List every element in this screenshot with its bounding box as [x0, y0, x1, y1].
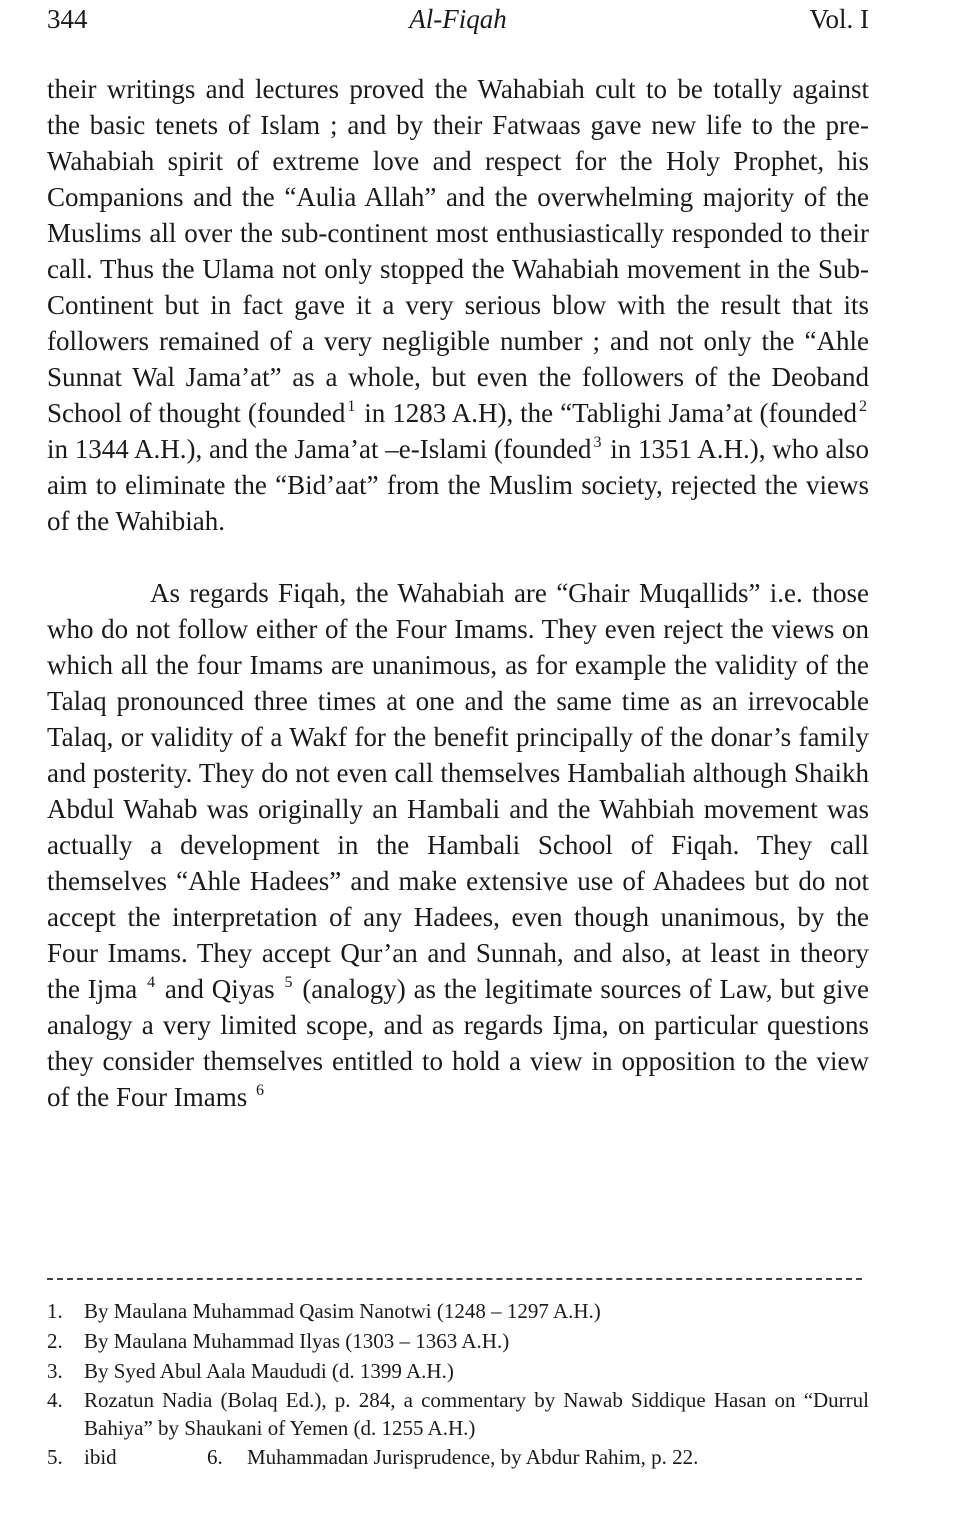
paragraph-2-text-c: (analogy) as the legitimate sources of Law, but give analogy a very limited scope, and as regards Ijma, on particular questions they consider themselves entitled to hold a view in opposition to the view of the Four Imams	[47, 974, 870, 1112]
footnote-number: 4.	[47, 1388, 63, 1412]
footnote-4	[47, 1386, 869, 1442]
footnote-text: Muhammadan Jurisprudence, by Abdur Rahim, p. 22.	[247, 1445, 699, 1469]
paragraph-1-text-b: in 1283 A.H), the “Tablighi Jama’at (founded	[364, 398, 858, 428]
book-page	[47, 0, 869, 1520]
footnote-ref-1: 1	[347, 398, 356, 415]
footnote-text: By Maulana Muhammad Ilyas (1303 – 1363 A.H.)	[84, 1329, 510, 1353]
footnote-number: 5.	[47, 1445, 63, 1469]
footnote-separator	[47, 1278, 862, 1280]
footnote-number: 2.	[47, 1329, 63, 1353]
paragraph-1-text-d: in 1351 A.H.), who also aim to eliminate the “Bid’aat” from the Muslim society, rejected the views of the Wahibiah.	[47, 434, 869, 536]
paragraph-2	[47, 575, 869, 1115]
footnote-ref-3: 3	[593, 434, 602, 451]
paragraph-1-text-a: their writings and lectures proved the Wahabiah cult to be totally against the basic tenets of Islam ; and by their Fatwaas gave new life to the pre-Wahabiah spirit of extreme love and respect for the Holy Prophet, his Companions and the “Aulia Allah” and the overwhelming majority of the Muslims all over the sub-continent most enthusiastically responded to their call. Thus the Ulama not only stopped the Wahabiah movement in the Sub-Continent but in fact gave it a very serious blow with the result that its followers remained of a very negligible number ; and not only the “Ahle Sunnat Wal Jama’at” as a whole, but even the followers of the Deoband School of thought (founded	[47, 74, 869, 428]
paragraph-2-text-b: and Qiyas	[164, 974, 275, 1004]
footnote-text: Rozatun Nadia (Bolaq Ed.), p. 284, a commentary by Nawab Siddique Hasan on “Durrul Bahiya” by Shaukani of Yemen (d. 1255 A.H.)	[84, 1388, 869, 1440]
footnote-text: By Maulana Muhammad Qasim Nanotwi (1248 – 1297 A.H.)	[84, 1299, 601, 1323]
page-number: 344	[47, 4, 88, 34]
footnote-number: 6.	[207, 1445, 223, 1469]
paragraph-1	[47, 71, 869, 539]
footnote-text: By Syed Abul Aala Maududi (d. 1399 A.H.)	[84, 1359, 454, 1383]
footnote-number: 3.	[47, 1359, 63, 1383]
footnote-text: ibid	[84, 1445, 117, 1469]
paragraph-1-text-c: in 1344 A.H.), and the Jama’at –e-Islami (founded	[47, 434, 592, 464]
footnote-ref-6: 6	[255, 1082, 264, 1099]
footnote-ref-5: 5	[284, 974, 293, 991]
footnote-2	[47, 1326, 869, 1356]
paragraph-2-text-a: As regards Fiqah, the Wahabiah are “Ghair Muqallids” i.e. those who do not follow either of the Four Imams. They even reject the views on which all the four Imams are unanimous, as for example the validity of the Talaq pronounced three times at one and the same time as an irrevocable Talaq, or validity of a Wakf for the benefit principally of the donar’s family and posterity. They do not even call themselves Hambaliah although Shaikh Abdul Wahab was originally an Hambali and the Wahbiah movement was actually a development in the Hambali School of Fiqah. They call themselves “Ahle Hadees” and make extensive use of Ahadees but do not accept the interpretation of any Hadees, even though unanimous, by the Four Imams. They accept Qur’an and Sunnah, and also, at least in theory the Ijma	[47, 578, 869, 1004]
volume-label: Vol. I	[809, 4, 869, 34]
footnote-ref-4: 4	[147, 974, 156, 991]
footnote-ref-2: 2	[859, 398, 868, 415]
footnote-1	[47, 1296, 869, 1326]
footnote-5-6-row	[47, 1442, 869, 1472]
body-text	[47, 71, 869, 1115]
footnote-3	[47, 1356, 869, 1386]
footnote-number: 1.	[47, 1299, 63, 1323]
footnote-6	[207, 1442, 698, 1472]
running-header	[47, 4, 869, 40]
book-title: Al-Fiqah	[409, 4, 507, 34]
footnotes	[47, 1296, 869, 1472]
